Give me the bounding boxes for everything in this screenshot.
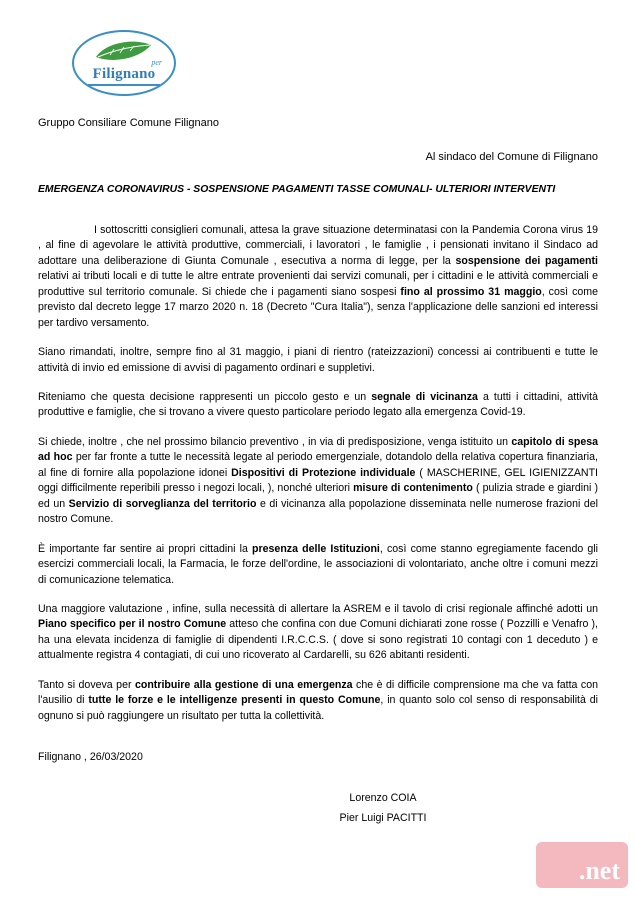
logo-name-text: Filignano: [92, 66, 156, 82]
signature-block: [38, 788, 598, 828]
paragraph-p2: [38, 345, 598, 376]
text-run: I sottoscritti consiglieri comunali, attesa la grave situazione determinatasi con la Pandemia Corona virus 19 , al fine di agevolare le attività produttive, commerciali, i lavoratori , le famiglie , i pensionati invitano il Sindaco ad adottare una deliberazione di Giunta Comunale , esecutiva a norma di legge, per la: [38, 223, 598, 267]
text-run: ( MASCHERINE, GEL IGIENIZZANTI oggi difficilmente reperibili presso i negozi locali, ), nonché ulteriori: [38, 466, 598, 495]
addressee-line: Al sindaco del Comune di Filignano: [425, 150, 598, 163]
paragraph-p5: [38, 542, 598, 588]
paragraph-p1: [38, 223, 598, 331]
text-run: , così come stanno egregiamente facendo gli esercizi commerciali locali, la Farmacia, le forze dell'ordine, le associazioni di volontariato, anche oltre i comuni mezzi di comunicazione telematica.: [38, 542, 598, 586]
logo-per-text: per: [151, 58, 162, 67]
text-run: Si chiede, inoltre , che nel prossimo bilancio preventivo , in via di predisposizione, venga istituito un: [38, 435, 512, 448]
watermark: .net: [536, 842, 628, 888]
emphasis-run: sospensione dei pagamenti: [455, 254, 598, 267]
logo-underline: [88, 84, 160, 86]
document-body: [38, 116, 598, 828]
text-run: atteso che confina con due Comuni dichiarati zone rosse ( Pozzilli e Venafro ), ha una elevata incidenza di famiglie di dipendenti I.R.C.C.S. ( dove si sono registrati 10 contagi con 1 deceduto ) e attualmente registra 4 contagiati, di cui uno ricoverato al Cardarelli, su 626 abitanti residenti.: [38, 618, 599, 662]
emphasis-run: fino al prossimo 31 maggio: [400, 285, 542, 298]
text-run: , in quanto solo col senso di responsabilità di ognuno si può raggiungere un risultato per tutta la collettività.: [38, 694, 598, 722]
text-run: per far fronte a tutte le necessità legate al periodo emergenziale, dotandolo della relativa copertura finanziaria, al fine di fornire alla popolazione idonei: [38, 451, 598, 479]
emphasis-run: tutte le forze e le intelligenze presenti in questo Comune: [88, 694, 381, 707]
text-run: Riteniamo che questa decisione rappresenti un piccolo gesto e un: [38, 391, 372, 404]
text-run: Una maggiore valutazione , infine, sulla necessità di allertare la ASREM e il tavolo di crisi regionale affinché adotti un: [38, 603, 598, 616]
paragraph-p6: [38, 602, 598, 664]
text-run: che è di difficile comprensione ma che va fatta con l'ausilio di: [38, 678, 599, 707]
place-date: Filignano , 26/03/2020: [38, 751, 143, 764]
signature-2: Pier Luigi PACITTI: [339, 811, 427, 824]
logo: [72, 30, 176, 100]
text-run: Tanto si doveva per: [38, 678, 135, 691]
subject-line: EMERGENZA CORONAVIRUS - SOSPENSIONE PAGAMENTI TASSE COMUNALI- ULTERIORI INTERVENTI: [38, 183, 556, 195]
emphasis-run: Piano specifico per il nostro Comune: [38, 618, 227, 631]
emphasis-run: contribuire alla gestione di una emergenza: [134, 678, 353, 691]
emphasis-run: Servizio di sorveglianza del territorio: [68, 497, 257, 510]
text-run: Siano rimandati, inoltre, sempre fino al 31 maggio, i piani di rientro (rateizzazioni) concessi ai contribuenti e tutte le attività di invio ed emissione di avvisi di pagamento ordinari e suppletivi.: [38, 346, 598, 374]
text-run: È importante far sentire ai propri cittadini la: [38, 542, 253, 555]
emphasis-run: segnale di vicinanza: [371, 391, 478, 404]
paragraph-p3: [38, 390, 598, 421]
text-run: e di vicinanza alla popolazione disseminata nelle numerose frazioni del nostro Comune.: [38, 497, 598, 526]
emphasis-run: capitolo di spesa ad hoc: [38, 435, 599, 464]
paragraph-p4: [38, 435, 598, 528]
emphasis-run: Dispositivi di Protezione individuale: [231, 466, 416, 479]
signature-1: Lorenzo COIA: [349, 791, 417, 804]
paragraph-list: [38, 223, 598, 724]
leaf-icon: [94, 40, 154, 62]
text-run: relativi ai tributi locali e di tutte le altre entrate provenienti dai servizi comunali, per i cittadini e le attività commerciali e produttive sul territorio comunale. Si chiede che i pagamenti siano sospesi: [38, 270, 598, 298]
text-run: , così come previsto dal decreto legge 17 marzo 2020 n. 18 (Decreto "Cura Italia"), senza l'applicazione delle sanzioni ed interessi per tardivo versamento.: [38, 285, 598, 329]
text-run: ( pulizia strade e giardini ) ed un: [38, 482, 598, 510]
emphasis-run: misure di contenimento: [353, 482, 473, 495]
group-line: Gruppo Consiliare Comune Filignano: [38, 117, 219, 129]
text-run: a tutti i cittadini, attività produttive e famiglie, che si trovano a vivere questo particolare periodo legato alla emergenza Covid-19.: [38, 391, 598, 419]
paragraph-p7: [38, 678, 598, 724]
emphasis-run: presenza delle Istituzioni: [252, 542, 380, 555]
